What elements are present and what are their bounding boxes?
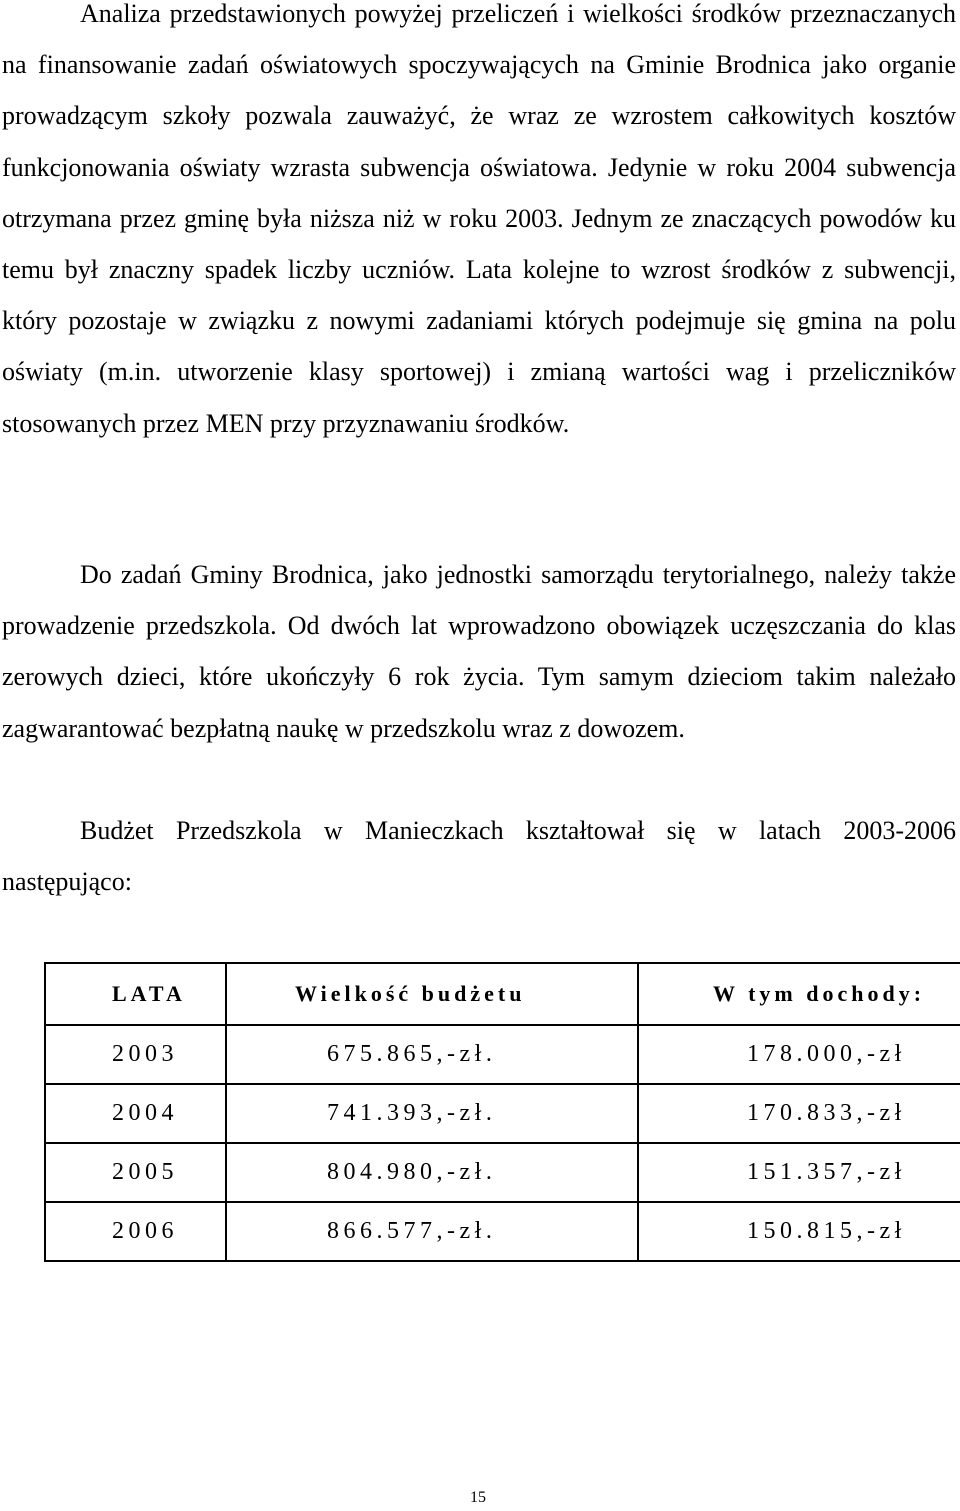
table-header-row	[45, 963, 960, 1025]
paragraph-subsidy-analysis: Analiza przedstawionych powyżej przeliczeń i wielkości środków przeznaczanych na finansowanie zadań oświatowych spoczywających na Gminie Brodnica jako organie prowadzącym szkoły pozwala zauważyć, że wraz ze wzrostem całkowitych kosztów funkcjonowania oświaty wzrasta subwencja oświatowa. Jedynie w roku 2004 subwencja otrzymana przez gminę była niższa niż w roku 2003. Jednym ze znaczących powodów ku temu był znaczny spadek liczby uczniów. Lata kolejne to wzrost środków z subwencji, który pozostaje w związku z nowymi zadaniami których podejmuje się gmina na polu oświaty (m.in. utworzenie klasy sportowej) i zmianą wartości wag i przeliczników stosowanych przez MEN przy przyznawaniu środków.	[2, 0, 956, 438]
cell-year: 2003	[45, 1025, 226, 1084]
table-row	[45, 1202, 960, 1261]
cell-budget: 741.393,-zł.	[226, 1084, 638, 1143]
table-row	[45, 1084, 960, 1143]
paragraph-budget-intro: Budżet Przedszkola w Manieczkach kształtował się w latach 2003-2006 następująco:	[2, 816, 956, 897]
header-income: W tym dochody:	[638, 963, 960, 1025]
cell-year: 2006	[45, 1202, 226, 1261]
page-number: 15	[470, 1489, 486, 1506]
cell-budget: 866.577,-zł.	[226, 1202, 638, 1261]
header-years: LATA	[45, 963, 226, 1025]
cell-income: 178.000,-zł	[638, 1025, 960, 1084]
cell-income: 151.357,-zł	[638, 1143, 960, 1202]
cell-income: 170.833,-zł	[638, 1084, 960, 1143]
cell-budget: 804.980,-zł.	[226, 1143, 638, 1202]
table-row	[45, 1025, 960, 1084]
cell-income: 150.815,-zł	[638, 1202, 960, 1261]
cell-year: 2004	[45, 1084, 226, 1143]
cell-year: 2005	[45, 1143, 226, 1202]
kindergarten-budget-table	[44, 962, 960, 1262]
header-budget-size: Wielkość budżetu	[226, 963, 638, 1025]
paragraph-kindergarten-duties: Do zadań Gminy Brodnica, jako jednostki samorządu terytorialnego, należy także prowadzenie przedszkola. Od dwóch lat wprowadzono obowiązek uczęszczania do klas zerowych dzieci, które ukończyły 6 rok życia. Tym samym dzieciom takim należało zagwarantować bezpłatną naukę w przedszkolu wraz z dowozem.	[2, 560, 956, 743]
table-row	[45, 1143, 960, 1202]
cell-budget: 675.865,-zł.	[226, 1025, 638, 1084]
